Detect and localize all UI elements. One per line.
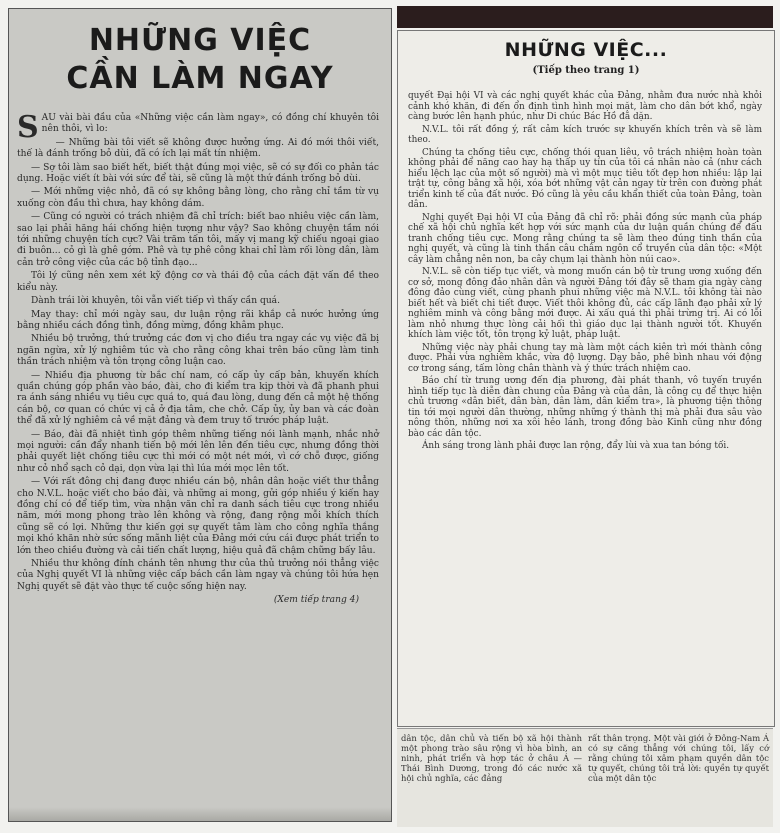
right-newspaper-clipping	[397, 30, 775, 727]
bottom-newspaper-fragment	[397, 728, 773, 827]
headline-line-2: CẦN LÀM NGAY	[66, 61, 334, 96]
left-article-body	[17, 110, 379, 607]
article-paragraph: SAU vài bài đầu của «Những việc cần làm ngay», có đồng chí khuyên tôi nên thôi, vì lo:	[17, 110, 379, 145]
article-paragraph: Báo chí từ trung ương đến địa phương, đài phát thanh, vô tuyến truyền hình tiếp tục là diễn đàn chung của Đảng và của dân, là công cụ để thực hiện chủ trương «dân biết, dân bàn, dân làm, dân kiểm tra», là phương tiện thông tin tới mọi người dân thường, những những ý thành thị mà phải đưa sâu vào nông thôn, những nơi xa xôi hẻo lánh, trong đồng bào Kinh cũng như đồng bào các dân tộc.	[408, 376, 762, 439]
article-paragraph: Dành trái lời khuyên, tôi vẫn viết tiếp vì thấy cần quá.	[31, 296, 280, 307]
article-paragraph: Nhiều thư không đính chánh tên nhưng thư của thủ trưởng nói thẳng việc của Nghị quyết VI là những việc cấp bách cần làm ngay và chúng tôi hứa hẹn Nghị quyết sẽ đặt vào thực tế cuộc sống hiện nay.	[17, 559, 379, 592]
article-paragraph: — Nhiều địa phương từ bắc chí nam, có cấp ủy cấp bản, khuyến khích quần chúng góp phần vào báo, đài, cho đi kiểm tra kịp thời và đã phanh phui ra ánh sáng nhiều vụ tiêu cực quá to, quá đau lòng, dung đến cả một hệ thống cán bộ, cơ quan có chức vị cả ở địa tâm, che chở. Cấp ủy, ủy ban và các đoàn thể đã xử lý nghiêm cả về mặt đảng và đem truy tố trước pháp luật.	[17, 370, 379, 427]
article-paragraph: quyết Đại hội VI và các nghị quyết khác của Đảng, nhằm đưa nước nhà khỏi cảnh khó khăn, đi đến ổn định tình hình mọi mặt, làm cho dân bớt khổ, ngày càng bước lên hạnh phúc, như Di chúc Bác Hồ đã dặn.	[408, 91, 762, 122]
right-article-body	[408, 91, 762, 454]
continuation-headline: NHỮNG VIỆC...	[504, 39, 668, 61]
article-paragraph: N.V.L. sẽ còn tiếp tục viết, và mong muốn cán bộ từ trung ương xuống đến cơ sở, mong đông đảo nhân dân và người Đảng tới đây sẽ tham gia ngày càng đông đảo cùng viết, cùng phanh phui những việc mà N.V.L. tôi không tài nào biết hết và biết chi tiết được. Viết thôi không đủ, các cấp lãnh đạo phải xử lý nghiêm minh và công bằng mới được. Ai xấu quá thì phải trừng trị. Ai có lỗi làm nhỏ nhưng thực lòng cải hối thì giáo dục lại thành người tốt. Khuyến khích làm việc tốt, tôn trọng kỷ luật, pháp luật.	[408, 267, 762, 340]
article-paragraph: Nhiều bộ trưởng, thứ trưởng các đơn vị cho điều tra ngay các vụ việc đã bị ngăn ngừa, xử lý nghiêm túc và cho rằng công khai trên báo cũng làm tinh thần trách nhiệm và tôn trọng công luận cao.	[17, 334, 379, 368]
continuation-note: (Xem tiếp trang 4)	[273, 595, 359, 606]
article-paragraph: — Mới những việc nhỏ, đã có sự không bằng lòng, cho rằng chỉ tầm từ vụ xuống còn đầu thì chưa, hay không dám.	[17, 187, 379, 209]
dark-top-edge	[397, 6, 773, 28]
article-paragraph: Những việc này phải chung tay mà làm một cách kiên trì mới thành công được. Phải vừa nghiêm khắc, vừa độ lượng. Dạy bảo, phê bình nhau với động cơ trong sáng, tấm lòng chân thành và ý thức trách nhiệm cao.	[408, 342, 762, 374]
article-paragraph: — Báo, đài đã nhiệt tình góp thêm những tiếng nói lành mạnh, nhắc nhở mọi người: cần đẩy nhanh tiến bộ mới lên lên đến tiêu cực, nhưng đồng thời phải quyết liệt chống tiêu cực thì mới có một nét mới, vì cớ chỗ được, giống như cỏ nhổ sạch cỏ dại, dọn vừa lại thì lúa mới mọc lên tốt.	[17, 429, 379, 474]
article-paragraph: Tôi lý cũng nên xem xét kỹ động cơ và thái độ của cách đặt vấn đề theo kiểu này.	[17, 271, 379, 293]
article-paragraph: — Những bài tôi viết sẽ không được hưởng ứng. Ai đó mới thôi viết, thế là đánh trống bỏ dùi, đã có ích lại mất tín nhiệm.	[17, 137, 379, 160]
article-paragraph: — Sợ tôi làm sao biết hết, biết thật đúng mọi việc, sẽ có sự đối co phản tác dụng. Hoặc viết ít bài với sức để tài, sẽ cũng là một thứ đánh trống bỏ dùi.	[17, 162, 379, 185]
scan-shadow	[9, 807, 391, 821]
bottom-column-1: dân tộc, dân chủ và tiến bộ xã hội thành một phong trào sâu rộng vì hòa bình, an ninh, phát triển và hợp tác ở châu Á — Thái Bình Dương, trong đó các nước xã hội chủ nghĩa, các đảng	[401, 733, 582, 783]
article-paragraph: Nghị quyết Đại hội VI của Đảng đã chỉ rõ: phải đồng sức mạnh của pháp chế xã hội chủ nghĩa kết hợp với sức mạnh của dư luận quần chúng để đấu tranh chống tiêu cực. Mong rằng chúng ta sẽ làm theo đúng tinh thần của nghị quyết, và cũng là tinh thần câu châm ngôn cổ truyền của dân tộc: «Một cây làm chẳng nên non, ba cây chụm lại thành hòn núi cao».	[408, 212, 762, 265]
bottom-column-2: rất thân trọng. Một vài giới ở Đông-Nam Á có sự căng thẳng với chúng tôi, lấy cớ rằng chúng tôi xâm phạm quyền dân tộc tự quyết, chúng tôi trả lời: quyền tự quyết của một dân tộc	[588, 733, 769, 783]
article-paragraph: — Với rất đông chị đang được nhiều cán bộ, nhân dân hoặc viết thư thẳng cho N.V.L. hoặc viết cho báo đài, và những ai mong, gửi góp nhiều ý kiến hay đồng chí có để tiếp tìm, vừa nhận văn chỉ ra danh sách tiêu cực trong nhiều năm, mới mong phong trào lên không và rộng, đang rộng mỗi khích thích cũng sẽ có lợi. Những thư kiến gợi sự quyết tâm làm cho công nghĩa thắng mọi khó khăn nhờ sức sống mãnh liệt của Đảng mới cứu cái được phát triển to lớn theo chiều đường và cải tiến chất lượng, hiệu quả đã chậm chững bấy lâu.	[17, 477, 379, 556]
continued-from-note: (Tiếp theo trang 1)	[532, 65, 640, 76]
drop-cap: S	[17, 110, 39, 145]
article-paragraph: Ánh sáng trong lành phải được lan rộng, đẩy lùi và xua tan bóng tối.	[422, 441, 730, 451]
article-paragraph: May thay: chỉ mới ngày sau, dư luận rộng rãi khắp cả nước hưởng ứng bằng nhiều cách đồng tình, đồng mừng, đồng khâm phục.	[17, 309, 379, 331]
article-paragraph: N.V.L. tôi rất đồng ý, rất cảm kích trước sự khuyến khích trên và sẽ làm theo.	[408, 124, 762, 145]
left-newspaper-clipping	[8, 8, 392, 822]
headline-line-1: NHỮNG VIỆC	[88, 23, 312, 58]
bottom-columns	[401, 733, 769, 783]
article-paragraph: — Cũng có người có trách nhiệm đã chỉ trích: biết bao nhiêu việc cần làm, sao lại phải hăng hái chống hiện tượng như vậy? Sao không chuyện tầm nói tới những chuyện tích cực? Vài trăm tấn tôi, mấy vị mang kỹ chiếu ngoại giao đi buôn... cỏ gì là ghê gớm. Phê và tự phê công khai chỉ làm rối lòng dân, làm cản trở công việc của các bộ tỉnh đạo...	[17, 212, 379, 268]
article-paragraph: Chúng ta chống tiêu cực, chống thói quan liêu, vô trách nhiệm hoàn toàn không phải để năng cao hay hạ thấp uy tín của tôi cá nhân nào cả (như cách hiểu lệch lạc của một số người) mà vì một mục tiêu tốt đẹp hơn nhiều: lập lại trật tự, công bằng xã hội, xóa bớt những vật cản ngay từ trên con đường phát triển kinh tế của đất nước. Đó cũng là yêu cầu khẩn thiết của toàn Đảng, toàn dân.	[408, 147, 762, 210]
